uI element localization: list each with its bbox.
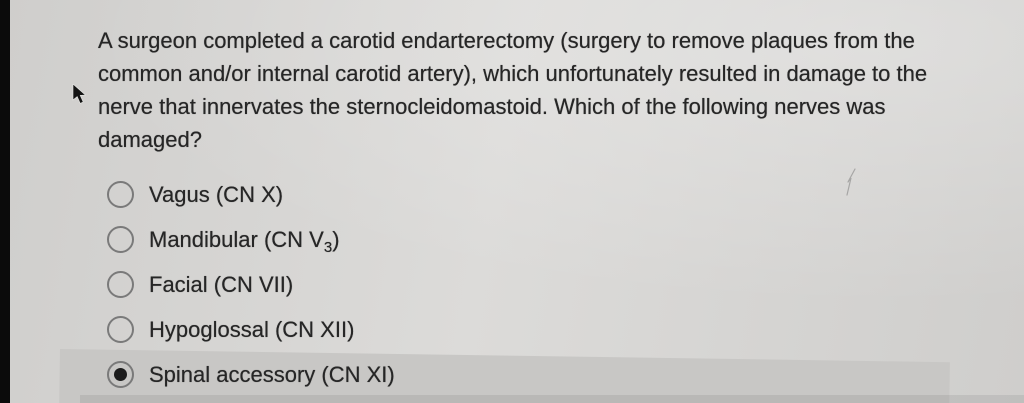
option-row-vagus[interactable] xyxy=(107,172,395,217)
radio-button-unselected-icon[interactable] xyxy=(107,226,134,253)
option-label xyxy=(149,317,354,343)
option-row-spinal-accessory[interactable] xyxy=(107,352,395,397)
radio-button-unselected-icon[interactable] xyxy=(107,271,134,298)
pencil-scratch-mark xyxy=(845,168,859,196)
option-row-hypoglossal[interactable] xyxy=(107,307,395,352)
option-label-text: Vagus (CN X) xyxy=(149,181,284,207)
option-label xyxy=(149,182,283,208)
question-text: A surgeon completed a carotid endarterectomy (surgery to remove plaques from the common and/or internal carotid artery), which unfortunately resulted in damage to the nerve that innervates the sternocleidomastoid. Which of the following nerves was damaged? xyxy=(98,28,928,152)
option-row-mandibular[interactable] xyxy=(107,217,395,262)
option-label-text: Mandibular (CN V xyxy=(149,226,324,252)
option-label-text: Hypoglossal (CN XII) xyxy=(149,316,355,342)
radio-button-selected-icon[interactable] xyxy=(107,361,134,388)
option-label-subscript: 3 xyxy=(323,238,333,256)
options-list xyxy=(107,172,395,397)
option-label-text: Facial (CN VII) xyxy=(149,271,294,297)
option-label xyxy=(149,272,293,298)
mouse-cursor-icon xyxy=(72,84,88,106)
left-edge-bar xyxy=(0,0,10,403)
bottom-edge-shadow xyxy=(80,395,1024,403)
option-label xyxy=(149,226,340,256)
option-label-text: Spinal accessory (CN XI) xyxy=(149,361,395,387)
option-row-facial[interactable] xyxy=(107,262,395,307)
option-label-suffix: ) xyxy=(332,226,340,252)
option-label xyxy=(149,362,395,388)
radio-button-unselected-icon[interactable] xyxy=(107,316,134,343)
radio-button-unselected-icon[interactable] xyxy=(107,181,134,208)
